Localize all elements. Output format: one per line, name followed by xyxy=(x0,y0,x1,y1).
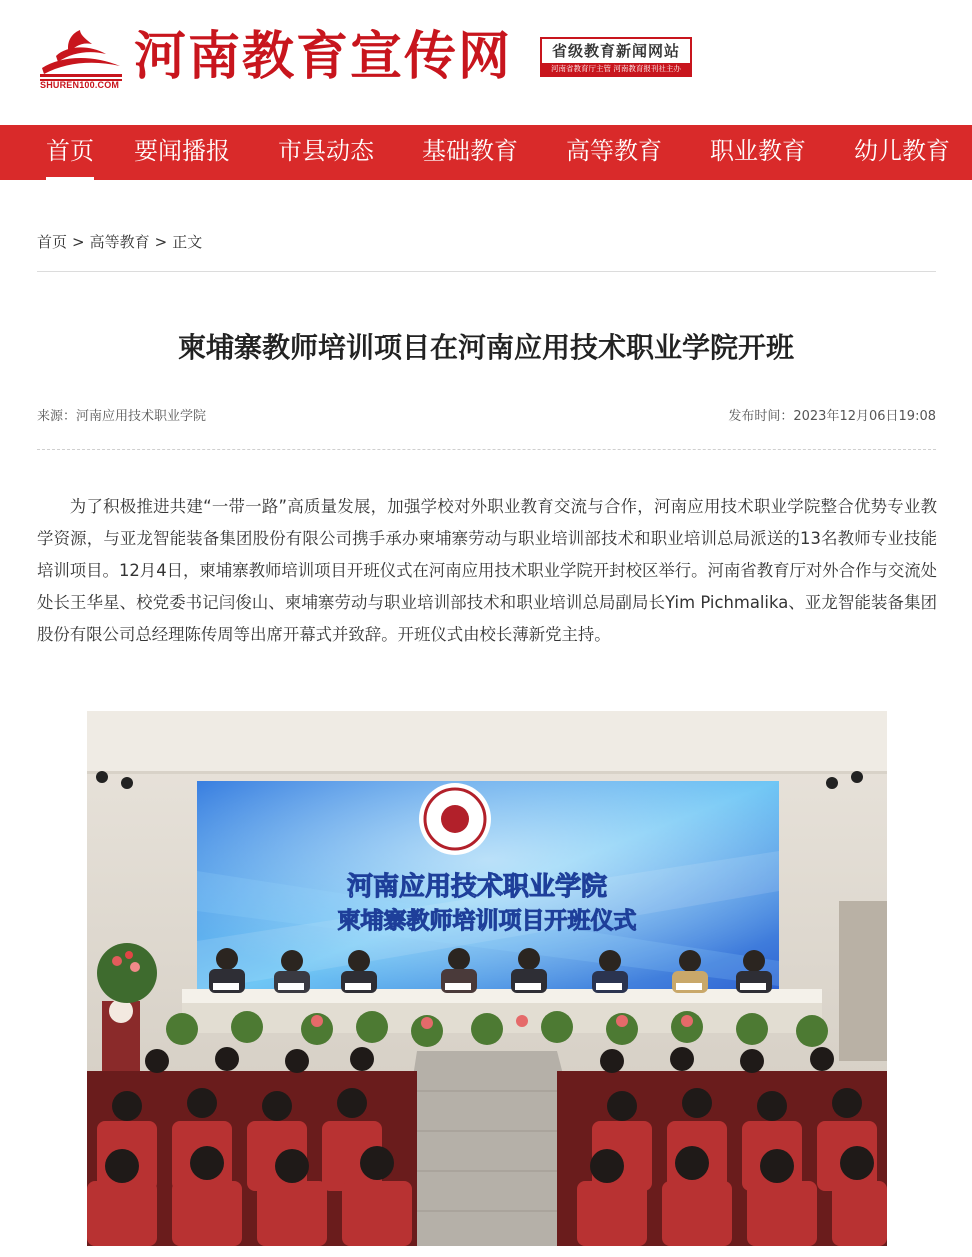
logo-domain-text: SHUREN100.COM xyxy=(40,80,120,90)
site-badge xyxy=(540,37,692,77)
main-nav xyxy=(0,125,972,180)
badge-title: 省级教育新闻网站 xyxy=(551,42,680,60)
article-source: 来源：河南应用技术职业学院 xyxy=(37,409,207,424)
breadcrumb-category-link[interactable]: 高等教育 xyxy=(89,233,150,251)
breadcrumb-home-link[interactable]: 首页 xyxy=(37,233,68,251)
nav-item-home[interactable]: 首页 xyxy=(46,125,94,180)
nav-item-higher-edu[interactable]: 高等教育 xyxy=(566,137,662,165)
nav-item-city[interactable]: 市县动态 xyxy=(278,137,374,165)
breadcrumb xyxy=(37,231,202,252)
screen-heading-2: 柬埔寨教师培训项目开班仪式 xyxy=(337,908,637,934)
article-title: 柬埔寨教师培训项目在河南应用技术职业学院开班 xyxy=(177,331,794,364)
site-title[interactable]: 河南教育宣传网 xyxy=(134,26,513,87)
breadcrumb-current: 正文 xyxy=(172,233,203,251)
article-publish-time: 发布时间：2023年12月06日19:08 xyxy=(728,409,936,424)
screen-heading-1: 河南应用技术职业学院 xyxy=(346,872,608,902)
nav-item-vocational-edu[interactable]: 职业教育 xyxy=(710,137,806,165)
article-body: 为了积极推进共建“一带一路”高质量发展，加强学校对外职业教育交流与合作，河南应用技术职业学院整合优势专业教学资源，与亚龙智能装备集团股份有限公司携手承办柬埔寨劳动与职业培训部技术和职业培训总局派送的13名教师专业技能培训项目。12月4日，柬埔寨教师培训项目开班仪式在河南应用技术职业学院开封校区举行。河南省教育厅对外合作与交流处处长王华星、校党委书记闫俊山、柬埔寨劳动与职业培训部技术和职业培训总局副局长Yim Pichmalika、亚龙智能装备集团股份有限公司总经理陈传周等出席开幕式并致辞。开班仪式由校长薄新党主持。 xyxy=(37,497,937,644)
badge-subtitle: 河南省教育厅主管 河南教育报刊社主办 xyxy=(542,63,690,75)
breadcrumb-separator: > xyxy=(72,233,85,251)
nav-item-news[interactable]: 要闻播报 xyxy=(134,137,230,165)
breadcrumb-separator: > xyxy=(154,233,168,251)
divider xyxy=(37,449,936,450)
nav-item-basic-edu[interactable]: 基础教育 xyxy=(422,137,518,165)
divider xyxy=(37,271,936,272)
nav-item-preschool-edu[interactable]: 幼儿教育 xyxy=(854,137,950,165)
article-photo xyxy=(87,711,887,1246)
site-header xyxy=(0,0,972,125)
